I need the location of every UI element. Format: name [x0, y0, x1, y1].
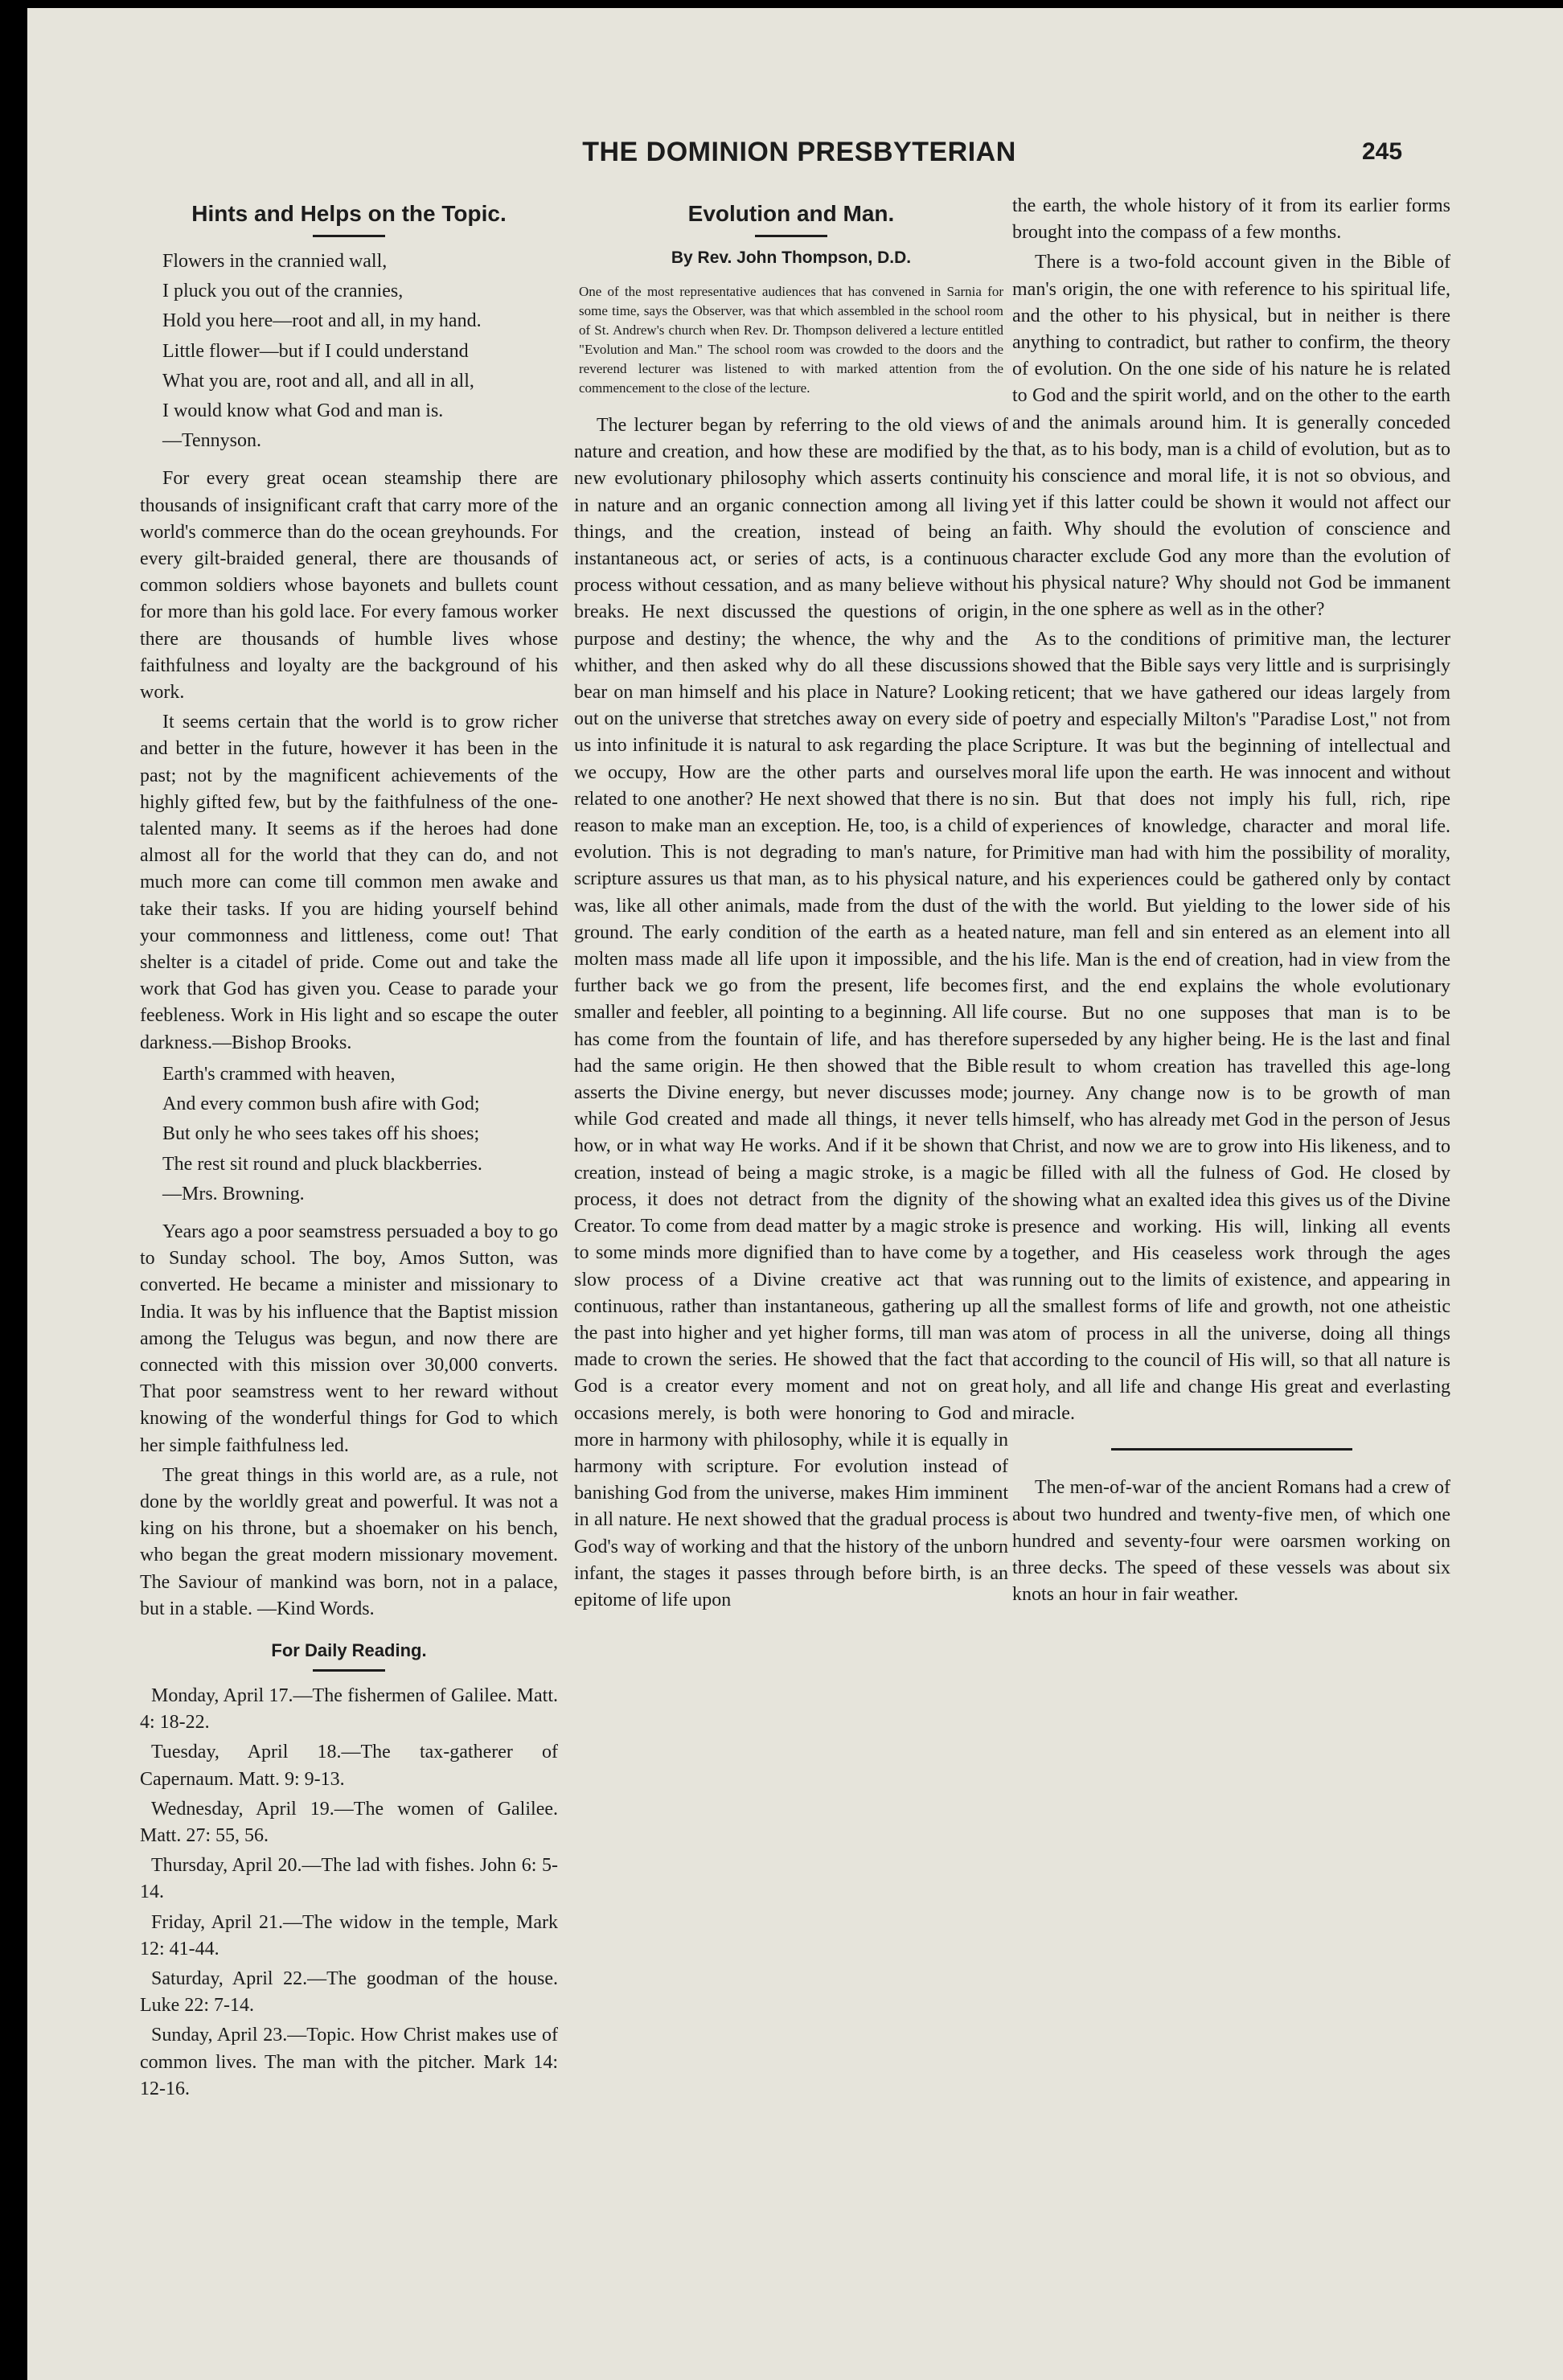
poem-line: I pluck you out of the crannies,: [162, 281, 404, 302]
daily-reading-list: [140, 1683, 558, 2103]
column-left: [140, 201, 558, 2103]
article-intro: One of the most representative audiences that has convened in Sarnia for some time, says the Observer, was that which assembled in the school room of St. Andrew's church when Rev. Dr. Thompson delivered a lecture entitled "Evolution and Man." The school room was crowded to the doors and the reverend lecturer was listened to with marked attention from the commencement to the close of the lecture.: [579, 284, 1003, 396]
poem-line: Hold you here—root and all, in my hand.: [162, 310, 482, 332]
journal-title: THE DOMINION PRESBYTERIAN: [582, 137, 1016, 167]
section-divider: [1111, 1448, 1352, 1451]
poem-line: Flowers in the crannied wall,: [162, 251, 388, 272]
poem-line: Little flower—but if I could understand: [162, 340, 469, 362]
hints-paragraph: Years ago a poor seamstress persuaded a boy to go to Sunday school. The boy, Amos Sutton, was converted. He became a minister and missionary to India. It was by his influence that the Baptist mission among the Telugus was begun, and now there are connected with this mission over 30,000 converts. That poor seamstress went to her reward without knowing of the wonderful things for God to which her simple faithfulness led.: [140, 1221, 558, 1456]
browning-poem: [140, 1061, 558, 1208]
daily-reading-title: For Daily Reading.: [271, 1639, 427, 1660]
romans-paragraph: The men-of-war of the ancient Romans had a crew of about two hundred and twenty-five men, of which one hundred and seventy-four were oarsmen working on three decks. The speed of these vessels was about six knots an hour in fair weather.: [1012, 1477, 1450, 1606]
column-middle: [574, 201, 1008, 1614]
poem-attribution: —Tennyson.: [162, 430, 261, 452]
title-rule: [313, 1669, 385, 1672]
column-right: [1012, 193, 1450, 1608]
article-paragraph: As to the conditions of primitive man, the lecturer showed that the Bible says very little and is surprisingly reticent; that we have gathered our ideas largely from poetry and especially Milton's "Paradise Lost," not from Scripture. It was but the beginning of intellectual and moral life upon the earth. He was innocent and without sin. But that does not imply his full, rich, ripe experiences of knowledge, character and moral life. Primitive man had with him the possibility of morality, and his experiences could be gathered only by contact with the world. But yielding to the lower side of his nature, man fell and sin entered as an element into all his life. Man is the end of creation, had in view from the first, and the end explains the whole evolutionary course. But no one supposes that man is to be superseded by any higher being. He is the last and final result to whom creation has travelled this age-long journey. Any change now is to be growth of man himself, who has already met God in the person of Jesus Christ, and now we are to grow into His likeness, and to be filled with all the fulness of God. He closed by showing what an exalted idea this gives us of the Divine presence and working. His will, linking all events together, and His ceaseless work through the ages running out to the limits of existence, and appearing in the smallest forms of life and growth, not one atheistic atom of process in all the universe, doing all things according to the council of His will, so that all nature is holy, and all life and change His great and everlasting miracle.: [1012, 629, 1450, 1425]
hints-paragraph: The great things in this world are, as a rule, not done by the worldly great and powerful. It was not a king on his throne, but a shoemaker on his bench, who began the great modern missionary movement. The Saviour of mankind was born, not in a palace, but in a stable. —Kind Words.: [140, 1464, 558, 1619]
hints-paragraph: It seems certain that the world is to grow richer and better in the future, however it has been in the past; not by the magnificent achievements of the highly gifted few, but by the faithfulness of the one-talented many. It seems as if the heroes had done almost all for the world that they can do, and not much more can come till common men awake and take their tasks. If you are hiding yourself behind your commonness and littleness, come out! That shelter is a citadel of pride. Come out and take the work that God has given you. Cease to parade your feebleness. Work in His light and so escape the outer darkness.—Bishop Brooks.: [140, 712, 558, 1053]
reading-item: Wednesday, April 19.—The women of Galilee. Matt. 27: 55, 56.: [140, 1798, 558, 1846]
reading-item: Thursday, April 20.—The lad with fishes. John 6: 5-14.: [140, 1855, 558, 1903]
reading-item: Sunday, April 23.—Topic. How Christ makes use of common lives. The man with the pitcher. Mark 14: 12-16.: [140, 2025, 558, 2099]
poem-line: I would know what God and man is.: [162, 400, 444, 422]
article-paragraph: There is a two-fold account given in the Bible of man's origin, the one with reference to his spiritual life, and the other to his physical, but in neither is there anything to contradict, but rather to confirm, the theory of evolution. On the one side of his nature he is related to God and the spirit world, and on the other to the earth and the animals around him. It is generally conceded that, as to his body, man is a child of evolution, but as to his conscience and moral life, it is not so obvious, and yet if this latter could be shown it would not affect our faith. Why should the evolution of conscience and character exclude God any more than the evolution of his physical nature? Why should not God be immanent in the one sphere as well as in the other?: [1012, 252, 1450, 621]
article-continuation: the earth, the whole history of it from its earlier forms brought into the compass of a few months.: [1012, 195, 1450, 244]
article-byline: By Rev. John Thompson, D.D.: [671, 248, 912, 267]
article-title: Evolution and Man.: [687, 201, 895, 226]
reading-item: Friday, April 21.—The widow in the temple, Mark 12: 41-44.: [140, 1911, 558, 1959]
page-number: 245: [1362, 138, 1403, 165]
poem-line: And every common bush afire with God;: [162, 1094, 480, 1115]
newspaper-page: [27, 8, 1563, 2380]
tennyson-poem: [140, 248, 558, 454]
poem-line: What you are, root and all, and all in all,: [162, 370, 474, 392]
running-head: [27, 137, 1563, 185]
reading-item: Saturday, April 22.—The goodman of the house. Luke 22: 7-14.: [140, 1968, 558, 2017]
poem-line: The rest sit round and pluck blackberries.: [162, 1153, 482, 1175]
reading-item: Tuesday, April 18.—The tax-gatherer of Capernaum. Matt. 9: 9-13.: [140, 1742, 558, 1790]
poem-line: But only he who sees takes off his shoes;: [162, 1123, 480, 1145]
reading-item: Monday, April 17.—The fishermen of Galilee. Matt. 4: 18-22.: [140, 1684, 558, 1734]
poem-line: Earth's crammed with heaven,: [162, 1063, 396, 1085]
hints-paragraph: For every great ocean steamship there are thousands of insignificant craft that carry more of the world's commerce than do the ocean greyhounds. For every gilt-braided general, there are thousands of common soldiers whose bayonets and bullets count for more than his gold lace. For every famous worker there are thousands of humble lives whose faithfulness and loyalty are the background of his work.: [140, 468, 558, 704]
title-rule: [313, 235, 385, 237]
poem-attribution: —Mrs. Browning.: [162, 1183, 305, 1204]
hints-title: Hints and Helps on the Topic.: [191, 201, 507, 226]
article-paragraph: The lecturer began by referring to the old views of nature and creation, and how these are modified by the new evolutionary philosophy which asserts continuity in nature and an organic connection among all living things, and the creation, instead of being an instantaneous act, or series of acts, is a continuous process without cessation, and as many believe without breaks. He next discussed the questions of origin, purpose and destiny; the whence, the why and the whither, and then asked why do all these discussions bear on man himself and his place in Nature? Looking out on the universe that stretches away on every side of us into infinitude it is natural to ask regarding the place we occupy, How are the other parts and ourselves related to one another? He next showed that there is no reason to make man an exception. He, too, is a child of evolution. This is not degrading to man's nature, for scripture assures us that man, as to his physical nature, was, like all other animals, made from the dust of the ground. The early condition of the earth as a heated molten mass made all life upon it impossible, and the further back we go from the present, life becomes smaller and feebler, all pointing to a beginning. All life has come from the fountain of life, and has therefore had the same origin. He then showed that the Bible asserts the Divine energy, but never discusses mode; while God created and made all things, it never tells how, or in what way He works. And if it be shown that creation, instead of being a magic stroke, is a magic process, it does not detract from the dignity of the Creator. To come from dead matter by a magic stroke is to some minds more dignified than to have come by a slow process of a Divine creative act that was continuous, rather than instantaneous, gathering up all the past into higher and yet higher forms, till man was made to crown the series. He showed that the fact that God is a creator every moment and not on great occasions merely, is both were honoring to God and more in harmony with philosophy, while it is equally in harmony with scripture. For evolution instead of banishing God from the universe, makes Him imminent in all nature. He next showed that the gradual process is God's way of working and that the history of the unborn infant, the stages it passes through before birth, is an epitome of life upon: [574, 415, 1008, 1611]
title-rule: [755, 235, 827, 237]
